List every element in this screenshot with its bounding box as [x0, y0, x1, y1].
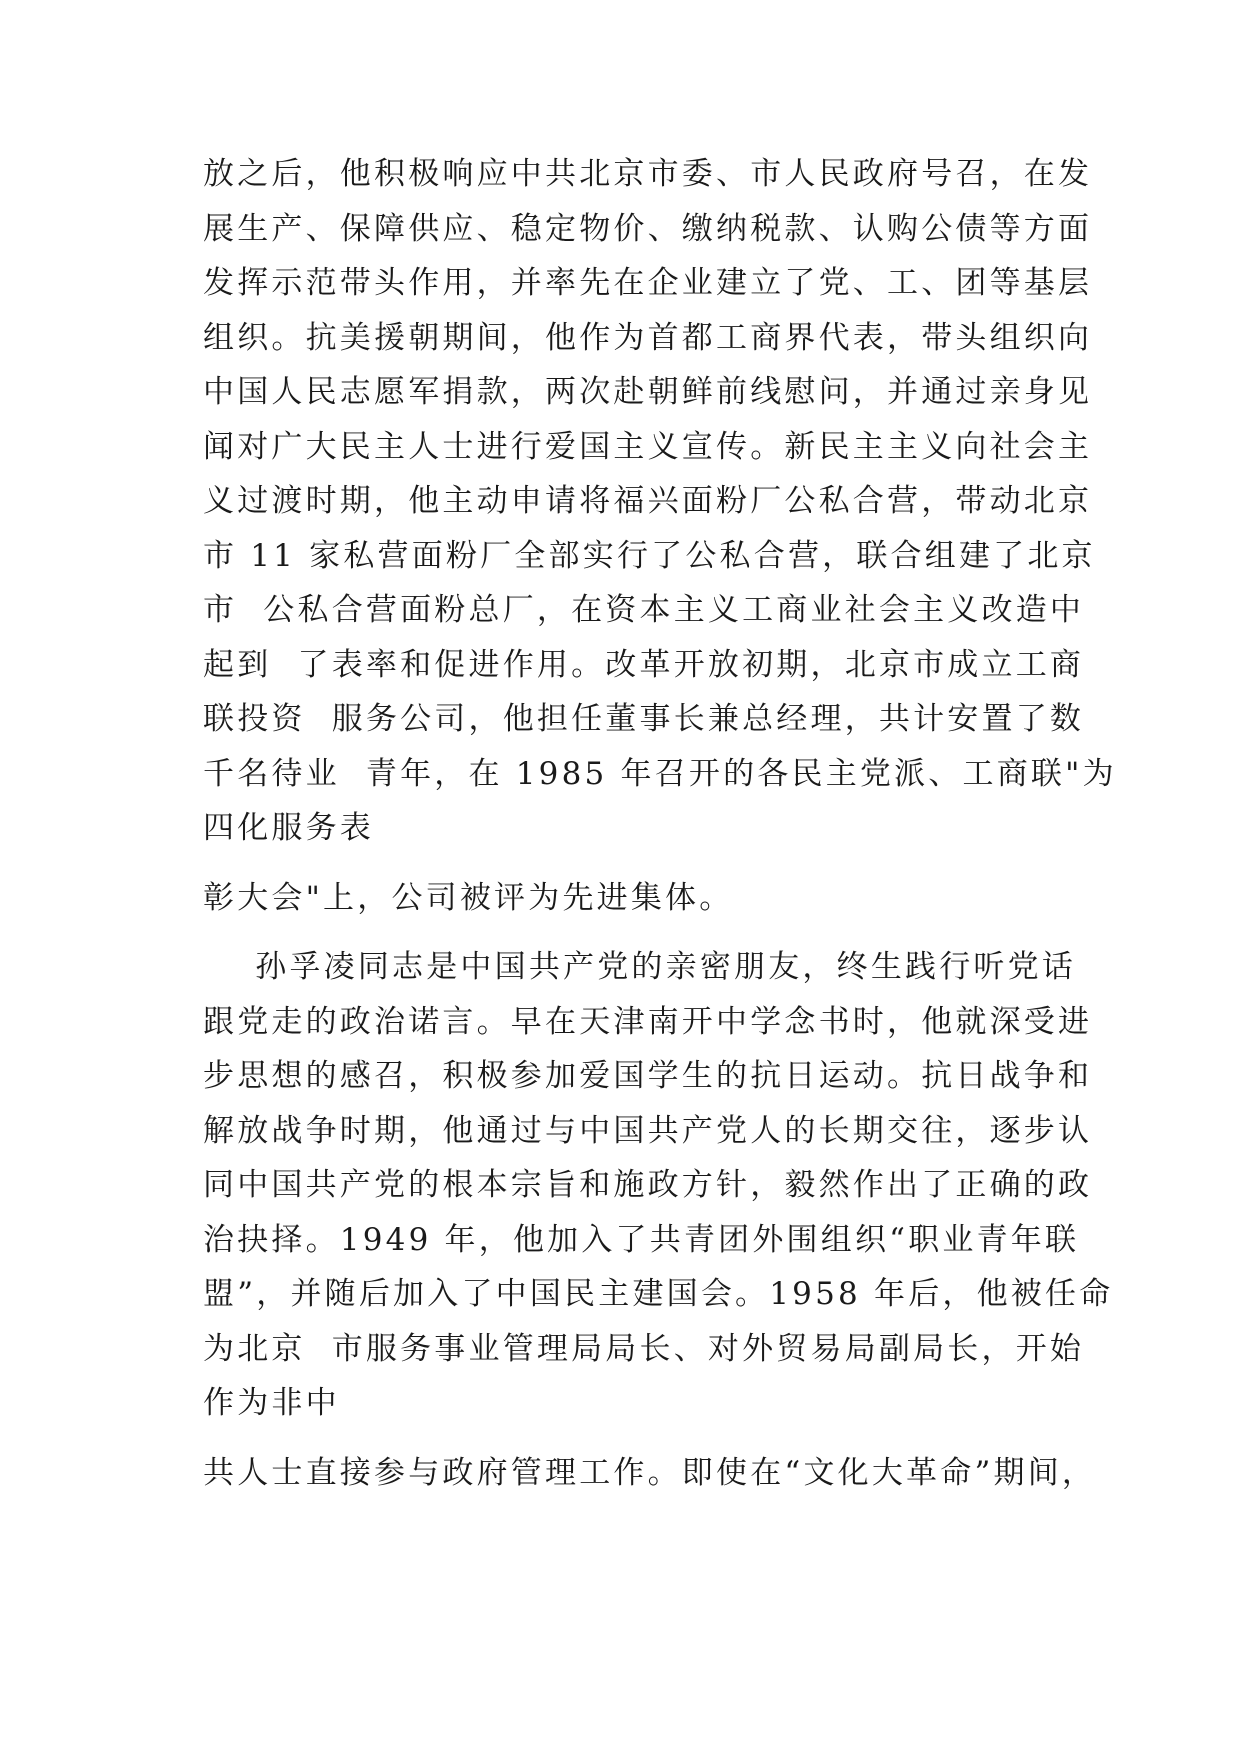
text-line: 盟”，并随后加入了中国民主建国会。1958 年后，他被任命	[203, 1276, 1114, 1312]
text-line: 起到 了表率和促进作用。改革开放初期，北京市成立工商	[203, 646, 1085, 683]
text-line: 孙孚凌同志是中国共产党的亲密朋友，终生践行听党话	[203, 949, 1077, 985]
text-line: 中国人民志愿军捐款，两次赴朝鲜前线慰问，并通过亲身见	[203, 374, 1093, 410]
paragraph-1	[203, 147, 1117, 856]
text-line: 放之后，他积极响应中共北京市委、市人民政府号召，在发	[203, 156, 1093, 192]
paragraph-3	[203, 940, 1114, 1431]
text-line: 市 11 家私营面粉厂全部实行了公私合营，联合组建了北京	[203, 537, 1096, 574]
text-line: 步思想的感召，积极参加爱国学生的抗日运动。抗日战争和	[203, 1058, 1093, 1094]
paragraph-2	[203, 871, 1063, 926]
text-line: 共人士直接参与政府管理工作。即使在“文化大革命”期间，	[203, 1454, 1097, 1491]
text-line: 同中国共产党的根本宗旨和施政方针，毅然作出了正确的政	[203, 1167, 1093, 1203]
text-line: 千名待业 青年，在 1985 年召开的各民主党派、工商联"为	[203, 755, 1117, 792]
text-line: 治抉择。1949 年，他加入了共青团外围组织“职业青年联	[203, 1221, 1080, 1258]
document-body	[203, 147, 1117, 1500]
text-line: 组织。抗美援朝期间，他作为首都工商界代表，带头组织向	[203, 319, 1093, 356]
text-line: 解放战争时期，他通过与中国共产党人的长期交往，逐步认	[203, 1112, 1093, 1149]
text-line: 展生产、保障供应、稳定物价、缴纳税款、认购公债等方面	[203, 210, 1093, 247]
text-line: 闻对广大民主人士进行爱国主义宣传。新民主主义向社会主	[203, 428, 1093, 465]
text-line: 作为非中	[203, 1385, 340, 1421]
text-line: 彰大会"上，公司被评为先进集体。	[203, 879, 734, 916]
text-line: 联投资 服务公司，他担任董事长兼总经理，共计安置了数	[203, 701, 1085, 737]
text-line: 市 公私合营面粉总厂，在资本主义工商业社会主义改造中	[203, 592, 1085, 628]
text-line: 义过渡时期，他主动申请将福兴面粉厂公私合营，带动北京	[203, 483, 1093, 519]
text-line: 为北京 市服务事业管理局局长、对外贸易局副局长，开始	[203, 1330, 1085, 1367]
text-line: 跟党走的政治诺言。早在天津南开中学念书时，他就深受进	[203, 1003, 1093, 1040]
text-line: 四化服务表	[203, 810, 374, 846]
paragraph-4	[203, 1446, 1097, 1501]
text-line: 发挥示范带头作用，并率先在企业建立了党、工、团等基层	[203, 265, 1093, 301]
